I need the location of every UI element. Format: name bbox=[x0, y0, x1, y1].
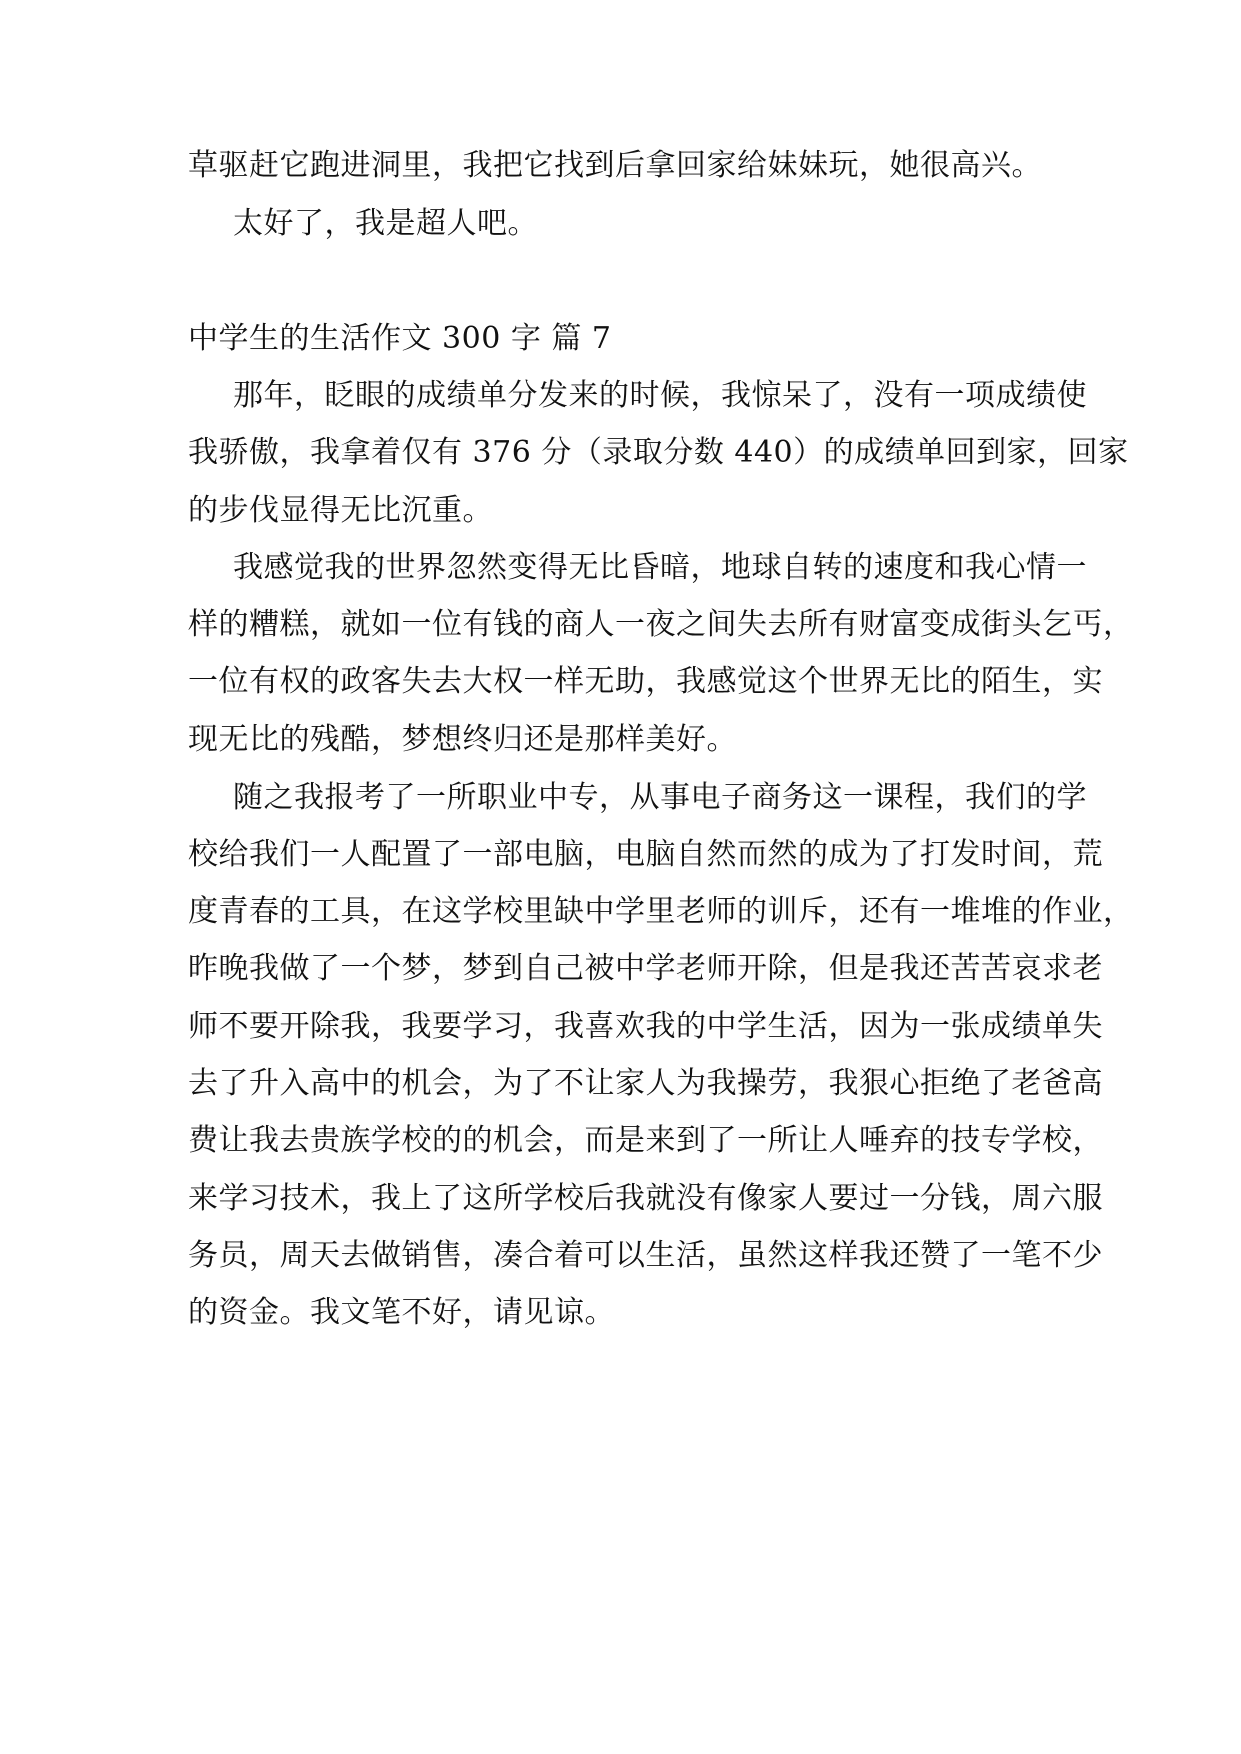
paragraph-line: 度青春的工具，在这学校里缺中学里老师的训斥，还有一堆堆的作业， bbox=[188, 894, 1134, 929]
paragraph-line: 费让我去贵族学校的的机会，而是来到了一所让人唾弃的技专学校， bbox=[188, 1123, 1103, 1158]
section-heading: 中学生的生活作文 300 字 篇 7 bbox=[188, 321, 612, 356]
paragraph-line: 草驱赶它跑进洞里，我把它找到后拿回家给妹妹玩，她很高兴。 bbox=[188, 148, 1042, 183]
paragraph-line: 校给我们一人配置了一部电脑，电脑自然而然的成为了打发时间，荒 bbox=[188, 837, 1103, 872]
paragraph-line: 那年，眨眼的成绩单分发来的时候，我惊呆了，没有一项成绩使 bbox=[233, 378, 1087, 413]
paragraph-line: 太好了，我是超人吧。 bbox=[233, 206, 538, 241]
paragraph-line: 我骄傲，我拿着仅有 376 分（录取分数 440）的成绩单回到家，回家 bbox=[188, 435, 1129, 470]
paragraph-line: 一位有权的政客失去大权一样无助，我感觉这个世界无比的陌生，实 bbox=[188, 664, 1103, 699]
paragraph-line: 务员，周天去做销售，凑合着可以生活，虽然这样我还赞了一笔不少 bbox=[188, 1238, 1103, 1273]
paragraph-line: 师不要开除我，我要学习，我喜欢我的中学生活，因为一张成绩单失 bbox=[188, 1009, 1103, 1044]
paragraph-line: 我感觉我的世界忽然变得无比昏暗，地球自转的速度和我心情一 bbox=[233, 550, 1087, 585]
paragraph-line: 的步伐显得无比沉重。 bbox=[188, 493, 493, 528]
paragraph-line: 来学习技术，我上了这所学校后我就没有像家人要过一分钱，周六服 bbox=[188, 1181, 1103, 1216]
paragraph-line: 的资金。我文笔不好，请见谅。 bbox=[188, 1295, 615, 1330]
paragraph-line: 现无比的残酷，梦想终归还是那样美好。 bbox=[188, 722, 737, 757]
paragraph-line: 昨晚我做了一个梦，梦到自己被中学老师开除，但是我还苦苦哀求老 bbox=[188, 951, 1103, 986]
paragraph-line: 去了升入高中的机会，为了不让家人为我操劳，我狠心拒绝了老爸高 bbox=[188, 1066, 1103, 1101]
paragraph-line: 样的糟糕，就如一位有钱的商人一夜之间失去所有财富变成街头乞丐， bbox=[188, 607, 1134, 642]
paragraph-line: 随之我报考了一所职业中专，从事电子商务这一课程，我们的学 bbox=[233, 780, 1087, 815]
